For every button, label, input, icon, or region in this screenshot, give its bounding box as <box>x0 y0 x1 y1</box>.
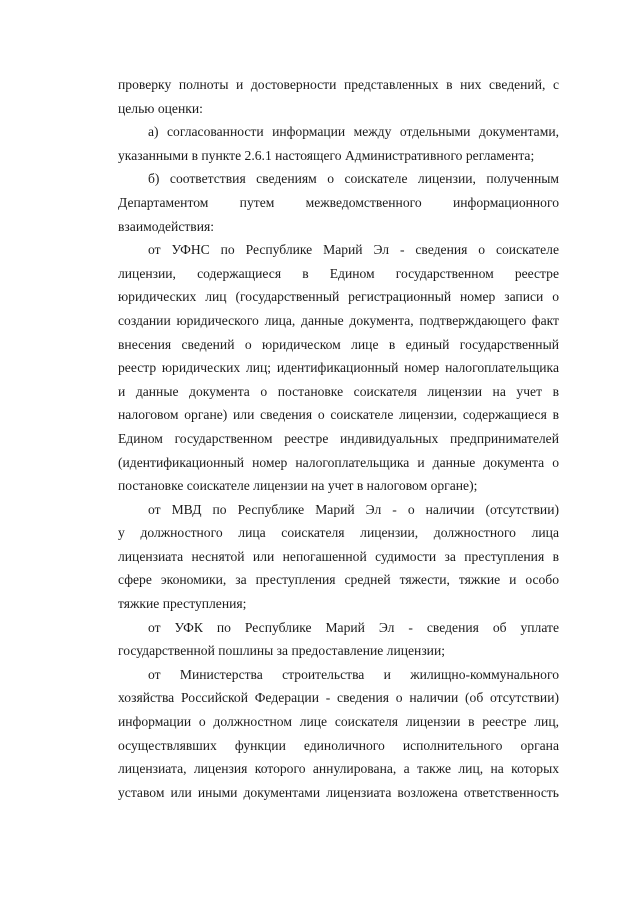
text-line: информации о должностном лице соискателя лицензии в реестре лиц, <box>118 714 559 730</box>
text-line: б) соответствия сведениям о соискателе лицензии, полученным <box>148 171 559 187</box>
text-line: Едином государственном реестре индивидуальных предпринимателей <box>118 430 559 446</box>
text-line: тяжкие преступления; <box>118 596 247 612</box>
text-line: уставом или иными документами лицензиата возложена ответственность <box>118 784 559 800</box>
text-line: у должностного лица соискателя лицензии, должностного лица <box>118 525 559 541</box>
text-line: целью оценки: <box>118 100 203 116</box>
text-line: Департаментом путем межведомственного информационного <box>118 194 559 210</box>
text-line: осуществлявших функции единоличного исполнительного органа <box>118 737 559 753</box>
text-line: лицензиата, лицензия которого аннулирована, а также лиц, на которых <box>118 761 559 777</box>
text-line: внесения сведений о юридическом лице в единый государственный <box>118 336 559 352</box>
text-line: лицензиата неснятой или непогашенной судимости за преступления в <box>118 548 559 564</box>
text-line: налоговом органе) или сведения о соискателе лицензии, содержащиеся в <box>118 407 559 423</box>
text-line: от Министерства строительства и жилищно-коммунального <box>148 666 559 682</box>
text-line: а) согласованности информации между отдельными документами, <box>148 124 559 140</box>
text-line: государственной пошлины за предоставление лицензии; <box>118 643 446 659</box>
text-line: постановке соискателе лицензии на учет в налоговом органе); <box>118 478 478 494</box>
text-line: от УФК по Республике Марий Эл - сведения об уплате <box>148 619 559 635</box>
text-line: и данные документа о постановке соискателя лицензии на учет в <box>118 383 559 399</box>
text-line: создании юридического лица, данные документа, подтверждающего факт <box>118 312 559 328</box>
text-line: сфере экономики, за преступления средней тяжести, тяжкие и особо <box>118 572 559 588</box>
text-line: юридических лиц (государственный регистрационный номер записи о <box>118 289 559 305</box>
text-line: взаимодействия: <box>118 218 215 234</box>
text-line: от УФНС по Республике Марий Эл - сведения о соискателе <box>148 242 559 258</box>
document-body <box>118 73 559 804</box>
text-line: от МВД по Республике Марий Эл - о наличии (отсутствии) <box>148 501 559 517</box>
text-line: лицензии, содержащиеся в Едином государственном реестре <box>118 265 559 281</box>
text-line: хозяйства Российской Федерации - сведения о наличии (об отсутствии) <box>118 690 559 706</box>
text-line: указанными в пункте 2.6.1 настоящего Административного регламента; <box>118 147 535 163</box>
text-line: проверку полноты и достоверности представленных в них сведений, с <box>118 77 559 92</box>
text-line: (идентификационный номер налогоплательщика и данные документа о <box>118 454 559 470</box>
text-line: реестр юридических лиц; идентификационный номер налогоплательщика <box>118 360 559 376</box>
